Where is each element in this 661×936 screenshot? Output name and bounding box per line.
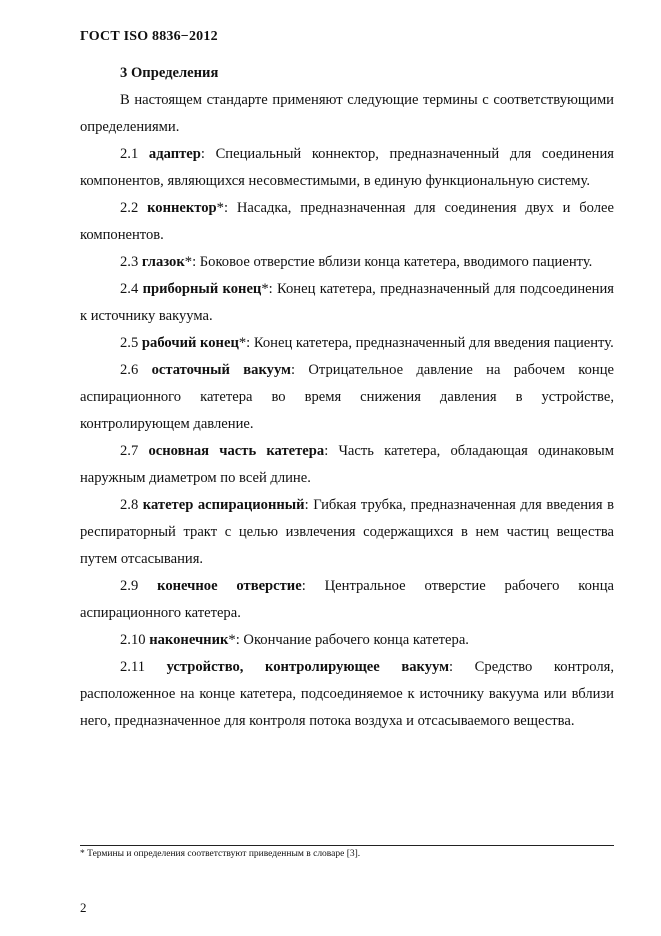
definitions-list — [80, 141, 614, 735]
definition-text: : Конец катетера, предназначенный для подсоединения к источнику вакуума. — [80, 281, 614, 324]
footnote-marker: * — [261, 281, 269, 297]
definition-text: : Боковое отверстие вблизи конца катетера, вводимого пациенту. — [192, 254, 593, 270]
definitions-section — [80, 60, 614, 735]
definition-term: приборный конец — [142, 281, 262, 297]
definition-item — [80, 357, 614, 438]
definition-text: : Часть катетера, обладающая одинаковым наружным диаметром по всей длине. — [80, 443, 614, 486]
definition-number: 2.9 — [120, 578, 139, 594]
footnote-marker: * — [184, 254, 193, 270]
standard-header: ГОСТ ISO 8836−2012 — [80, 29, 218, 44]
definition-term: основная часть катетера — [148, 443, 325, 459]
definition-item — [80, 276, 614, 330]
definition-term: наконечник — [149, 632, 229, 648]
definition-number: 2.10 — [120, 632, 146, 648]
definition-text: : Средство контроля, расположенное на конце катетера, подсоединяемое к источнику вакуума или вблизи него, предназначенное для контроля потока воздуха и отсасываемого вещества. — [80, 659, 614, 729]
definition-number: 2.5 — [120, 335, 139, 351]
definition-number: 2.1 — [120, 146, 139, 162]
definition-text: : Насадка, предназначенная для соединения двух и более компонентов. — [80, 200, 614, 243]
footnote-marker: * — [228, 632, 236, 648]
definition-item — [80, 492, 614, 573]
definition-text: : Конец катетера, предназначенный для введения пациенту. — [246, 335, 614, 351]
section-intro: В настоящем стандарте применяют следующие термины с соответствующими определениями. — [80, 92, 614, 135]
definition-item — [80, 141, 614, 195]
definition-item — [80, 573, 614, 627]
definition-term: адаптер — [148, 146, 201, 162]
definition-item — [80, 438, 614, 492]
definition-item — [80, 627, 614, 654]
definition-number: 2.11 — [120, 659, 145, 675]
definition-number: 2.7 — [120, 443, 139, 459]
definition-term: устройство, контролирующее вакуум — [166, 659, 450, 675]
definition-text: : Окончание рабочего конца катетера. — [235, 632, 469, 648]
footnote-divider — [80, 845, 614, 846]
definition-term: рабочий конец — [141, 335, 239, 351]
definition-text: : Центральное отверстие рабочего конца аспирационного катетера. — [80, 578, 614, 621]
definition-text: : Отрицательное давление на рабочем конце аспирационного катетера во время снижения давления в устройстве, контролирующем давление. — [80, 362, 614, 432]
definition-term: катетер аспирационный — [142, 497, 305, 513]
definition-item — [80, 330, 614, 357]
footnote: * Термины и определения соответствуют приведенным в словаре [3]. — [80, 849, 361, 859]
footnote-marker: * — [216, 200, 224, 216]
section-title: 3 Определения — [120, 65, 219, 81]
definition-item — [80, 654, 614, 735]
definition-number: 2.4 — [120, 281, 139, 297]
definition-number: 2.8 — [120, 497, 139, 513]
definition-term: глазок — [141, 254, 185, 270]
definition-number: 2.3 — [120, 254, 139, 270]
page-number: 2 — [80, 900, 87, 915]
definition-number: 2.6 — [120, 362, 139, 378]
footnote-marker: * — [238, 335, 247, 351]
definition-term: остаточный вакуум — [151, 362, 291, 378]
definition-item — [80, 249, 614, 276]
definition-number: 2.2 — [120, 200, 139, 216]
definition-term: коннектор — [147, 200, 217, 216]
definition-text: : Гибкая трубка, предназначенная для введения в респираторный тракт с целью извлечения содержащихся в нем частиц вещества путем отсасывания. — [80, 497, 614, 567]
definition-term: конечное отверстие — [157, 578, 302, 594]
definition-item — [80, 195, 614, 249]
definition-text: : Специальный коннектор, предназначенный для соединения компонентов, являющихся несовместимыми, в единую функциональную систему. — [80, 146, 614, 189]
